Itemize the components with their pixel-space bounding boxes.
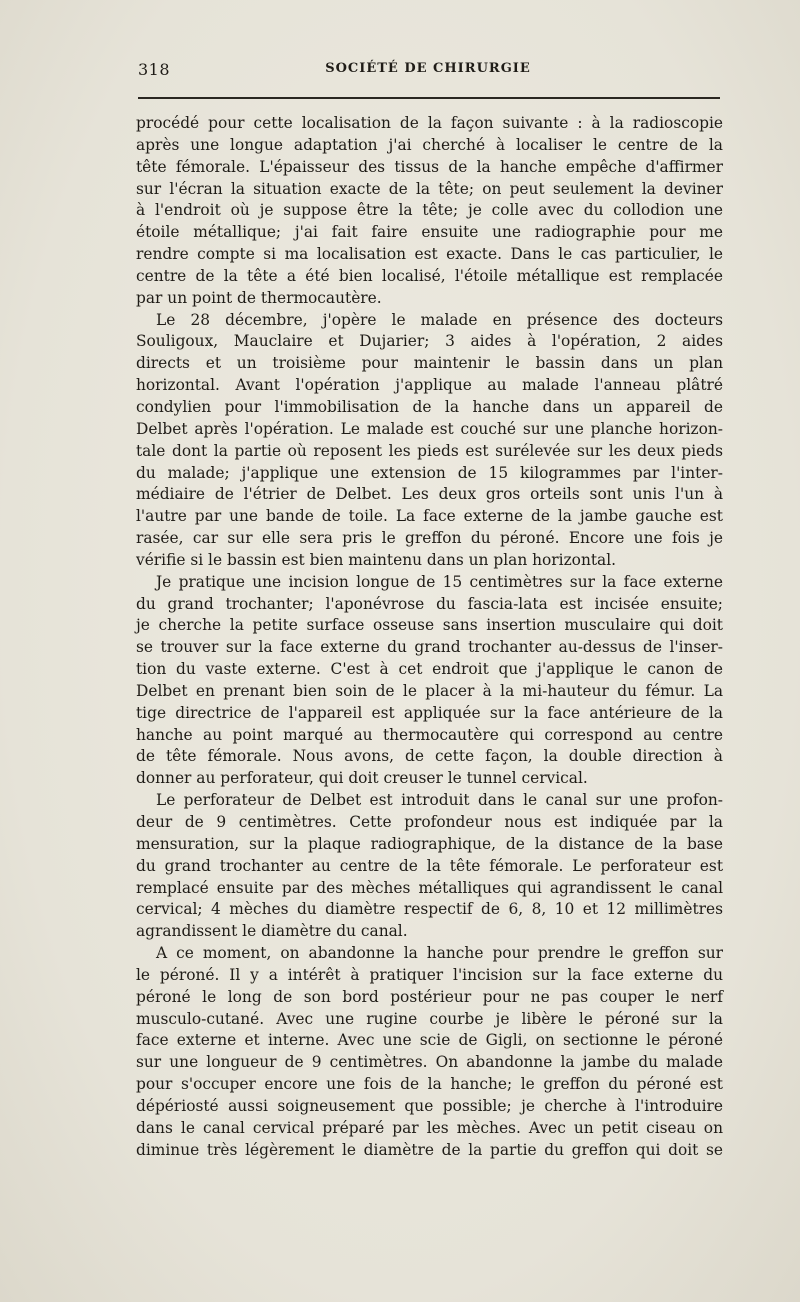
text-line: étoile métallique; j'ai fait faire ensuite une radiographie pour me [136, 223, 723, 242]
text-line: sur une longueur de 9 centimètres. On abandonne la jambe du malade [136, 1053, 723, 1072]
text-line: A ce moment, on abandonne la hanche pour prendre le greffon sur [156, 944, 723, 963]
text-line: je cherche la petite surface osseuse sans insertion musculaire qui doit [136, 616, 723, 635]
text-line: tale dont la partie où reposent les pieds est surélevée sur les deux pieds [136, 441, 723, 460]
text-line: du grand trochanter; l'aponévrose du fascia-lata est incisée ensuite; [136, 594, 723, 613]
text-line: directs et un troisième pour maintenir le bassin dans un plan [136, 354, 723, 373]
text-line: le péroné. Il y a intérêt à pratiquer l'incision sur la face externe du [136, 965, 723, 984]
text-line: donner au perforateur, qui doit creuser le tunnel cervical. [136, 769, 588, 788]
text-line: deur de 9 centimètres. Cette profondeur nous est indiquée par la [136, 813, 723, 831]
page-number: 318 [138, 60, 171, 79]
text-line: péroné le long de son bord postérieur pour ne pas couper le nerf [136, 987, 723, 1006]
text-line: diminue très légèrement le diamètre de la partie du greffon qui doit se [136, 1140, 723, 1159]
text-line: dépériosté aussi soigneusement que possible; je cherche à l'introduire [136, 1096, 723, 1115]
text-line: condylien pour l'immobilisation de la hanche dans un appareil de [136, 397, 723, 416]
text-line: Le perforateur de Delbet est introduit dans le canal sur une profon- [156, 791, 723, 810]
text-line: remplacé ensuite par des mèches métalliques qui agrandissent le canal [136, 878, 723, 897]
text-line: pour s'occuper encore une fois de la hanche; le greffon du péroné est [136, 1075, 723, 1094]
text-line: à l'endroit où je suppose être la tête; je colle avec du collodion une [136, 201, 723, 220]
text-line: agrandissent le diamètre du canal. [136, 922, 408, 941]
text-line: par un point de thermocautère. [136, 288, 382, 307]
text-line: musculo-cutané. Avec une rugine courbe je libère le péroné sur la [136, 1009, 723, 1028]
text-line: tête fémorale. L'épaisseur des tissus de la hanche empêche d'affirmer [136, 157, 723, 176]
text-line: sur l'écran la situation exacte de la tête; on peut seulement la deviner [136, 179, 723, 198]
text-line: de tête fémorale. Nous avons, de cette façon, la double direction à [136, 747, 723, 766]
text-line: horizontal. Avant l'opération j'applique au malade l'anneau plâtré [136, 376, 723, 395]
header-rule [138, 97, 720, 99]
text-line: Delbet en prenant bien soin de le placer à la mi-hauteur du fémur. La [136, 681, 723, 700]
running-title: SOCIÉTÉ DE CHIRURGIE [325, 61, 531, 76]
text-line: centre de la tête a été bien localisé, l'étoile métallique est remplacée [136, 266, 723, 285]
text-line: Le 28 décembre, j'opère le malade en présence des docteurs [156, 310, 723, 329]
text-line: cervical; 4 mèches du diamètre respectif de 6, 8, 10 et 12 millimètres [136, 900, 723, 919]
text-line: du malade; j'applique une extension de 15 kilogrammes par l'inter- [136, 463, 723, 482]
text-line: rendre compte si ma localisation est exacte. Dans le cas particulier, le [136, 245, 723, 264]
text-line: du grand trochanter au centre de la tête fémorale. Le perforateur est [136, 856, 723, 875]
text-line: mensuration, sur la plaque radiographique, de la distance de la base [136, 834, 723, 853]
text-line: Souligoux, Mauclaire et Dujarier; 3 aides à l'opération, 2 aides [136, 332, 723, 351]
text-line: rasée, car sur elle sera pris le greffon du péroné. Encore une fois je [136, 529, 723, 548]
page-header [138, 60, 718, 84]
text-line: tion du vaste externe. C'est à cet endroit que j'applique le canon de [136, 660, 723, 679]
text-line: tige directrice de l'appareil est appliquée sur la face antérieure de la [136, 703, 723, 722]
text-line: après une longue adaptation j'ai cherché à localiser le centre de la [136, 135, 723, 154]
text-line: face externe et interne. Avec une scie de Gigli, on sectionne le péroné [136, 1031, 723, 1050]
text-line: hanche au point marqué au thermocautère qui correspond au centre [136, 725, 723, 744]
text-line: médiaire de l'étrier de Delbet. Les deux gros orteils sont unis l'un à [136, 485, 723, 504]
text-line: Je pratique une incision longue de 15 centimètres sur la face externe [156, 572, 723, 591]
text-line: se trouver sur la face externe du grand trochanter au-dessus de l'inser- [136, 638, 723, 657]
text-line: Delbet après l'opération. Le malade est couché sur une planche horizon- [136, 419, 723, 438]
text-line: dans le canal cervical préparé par les mèches. Avec un petit ciseau on [136, 1118, 723, 1137]
text-line: procédé pour cette localisation de la façon suivante : à la radioscopie [136, 114, 723, 132]
text-line: l'autre par une bande de toile. La face externe de la jambe gauche est [136, 507, 723, 526]
body-text [136, 113, 723, 1162]
text-line: vérifie si le bassin est bien maintenu dans un plan horizontal. [136, 550, 617, 569]
